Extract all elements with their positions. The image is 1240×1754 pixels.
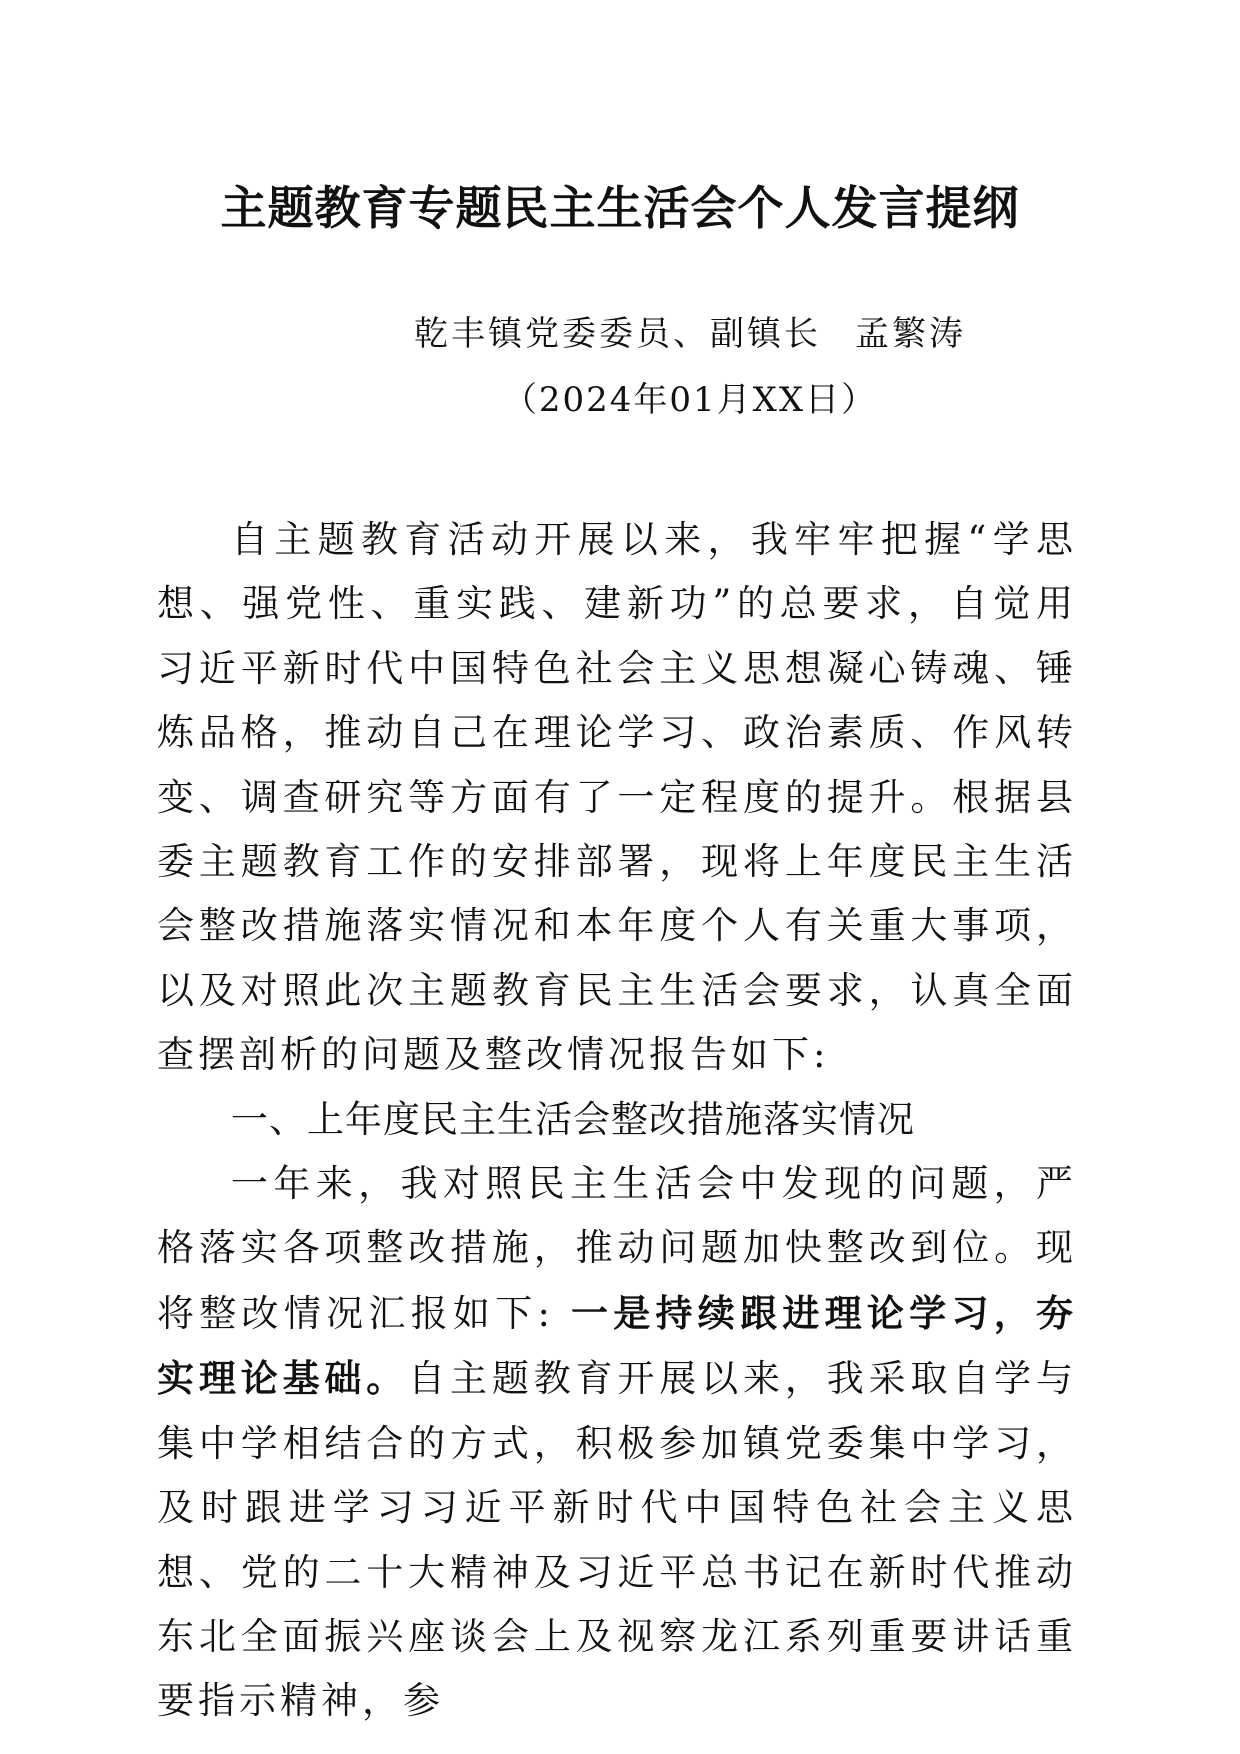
section-1-bold-point: 一是持续跟进理论学习，夯实理论基础。 [157,1290,1078,1401]
author-name: 孟繁涛 [855,314,966,354]
document-date: （2024年01月XX日） [502,380,878,420]
document-title: 主题教育专题民主生活会个人发言提纲 [220,181,1020,235]
section-1-heading: 一、上年度民主生活会整改措施落实情况 [231,1097,915,1141]
section-1-text-start: 一年来，我对照民主生活会中发现的问题，严格落实各项整改措施，推动问题加快整改到位。现将整改情况汇报如下: [157,1162,1077,1335]
section-1-paragraph [157,1152,1077,1734]
section-1-text-rest: 自主题教育开展以来，我采取自学与集中学相结合的方式，积极参加镇党委集中学习，及时跟进学习习近平新时代中国特色社会主义思想、党的二十大精神及习近平总书记在新时代推动东北全面振兴座谈会上及视察龙江系列重要讲话重要指示精神，参 [157,1357,1078,1723]
document-body [157,508,1077,1734]
author-line [0,312,1240,356]
intro-paragraph: 自主题教育活动开展以来，我牢牢把握“学思想、强党性、重实践、建新功”的总要求，自觉用习近平新时代中国特色社会主义思想凝心铸魂、锤炼品格，推动自己在理论学习、政治素质、作风转变、调查研究等方面有了一定程度的提升。根据县委主题教育工作的安排部署，现将上年度民主生活会整改措施落实情况和本年度个人有关重大事项，以及对照此次主题教育民主生活会要求，认真全面查摆剖析的问题及整改情况报告如下: [157,518,1077,1077]
author-position: 乾丰镇党委委员、副镇长 [414,314,821,354]
